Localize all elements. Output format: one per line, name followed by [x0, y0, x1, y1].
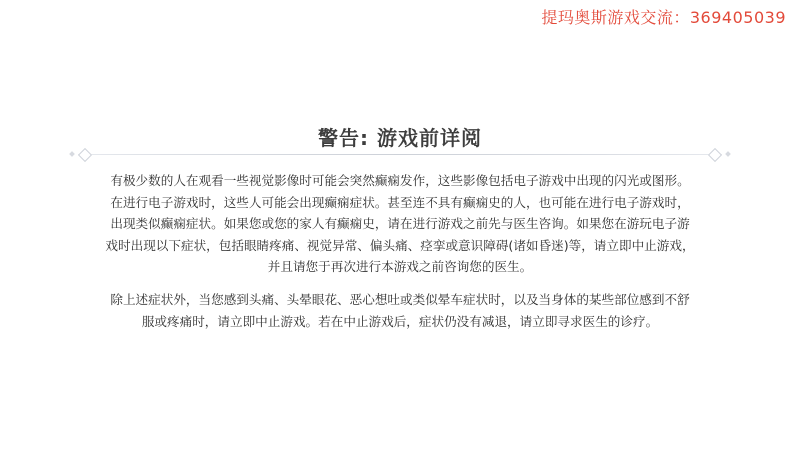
- paragraph-line: 除上述症状外，当您感到头痛、头晕眼花、恶心想吐或类似晕车症状时，以及当身体的某些部位感到不舒: [110, 292, 690, 307]
- ornamental-divider: [66, 148, 734, 162]
- warning-paragraph-2: [86, 289, 714, 332]
- paragraph-line: 在进行电子游戏时，这些人可能会出现癫痫症状。甚至连不具有癫痫史的人，也可能在进行电子游戏时，: [110, 194, 690, 210]
- divider-end-dot-icon: [725, 151, 731, 157]
- paragraph-line: 出现类似癫痫症状。如果您或您的家人有癫痫史，请在进行游戏之前先与医生咨询。如果您在游玩电子游: [110, 216, 690, 231]
- paragraph-line: 并且请您于再次进行本游戏之前咨询您的医生。: [267, 259, 533, 274]
- paragraph-line: 有极少数的人在观看一些视觉影像时可能会突然癫痫发作，这些影像包括电子游戏中出现的闪光或图形。: [110, 173, 690, 188]
- warning-paragraph-1: [86, 170, 714, 278]
- stream-overlay-text: 提玛奥斯游戏交流：369405039: [541, 8, 786, 27]
- divider-diamond-icon: [708, 148, 722, 162]
- paragraph-line: 服或疼痛时，请立即中止游戏。若在中止游戏后，症状仍没有减退，请立即寻求医生的诊疗。: [141, 313, 659, 329]
- warning-title: 警告: 游戏前详阅: [318, 126, 482, 150]
- divider-line: [78, 154, 722, 155]
- divider-diamond-icon: [78, 148, 92, 162]
- divider-end-dot-icon: [69, 151, 75, 157]
- paragraph-line: 戏时出现以下症状，包括眼睛疼痛、视觉异常、偏头痛、痉挛或意识障碍(诸如昏迷)等，请立即中止游戏，: [105, 237, 695, 253]
